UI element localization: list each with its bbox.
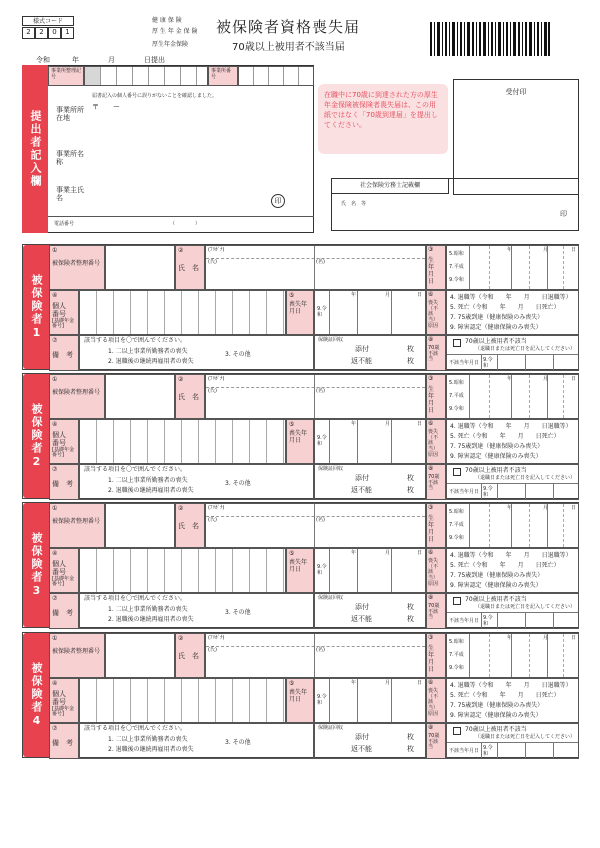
personal-no-input[interactable] <box>79 678 286 723</box>
over70-input[interactable]: 70歳以上被用者不該当 （退職日または死亡日を記入してください） 不該当年月日 9.令和 <box>446 593 579 629</box>
insured-section-4 <box>22 632 579 758</box>
loss-reason-label: ⑥ 喪失（不該当）原因 <box>426 419 446 464</box>
loss-date-label: ⑤ 喪失年月日 <box>286 419 314 464</box>
over70-input[interactable]: 70歳以上被用者不該当 （退職日または死亡日を記入してください） 不該当年月日 9.令和 <box>446 723 579 759</box>
loss-date-input[interactable]: 9.令和 年 月 日 <box>314 548 426 593</box>
loss-reason-options[interactable] <box>446 678 579 723</box>
loss-date-label: ⑤ 喪失年月日 <box>286 678 314 723</box>
reason-disability[interactable]: 9. 障害認定（健康保険のみ喪失） <box>450 453 542 460</box>
birth-input[interactable]: 5.昭和 7.平成 9.令和 年 月 日 <box>446 633 579 678</box>
birth-label: ③ 生年月日 <box>426 633 446 678</box>
reason-retire[interactable]: 4. 退職等（令和 年 月 日退職等） <box>450 552 572 559</box>
name-label: ② 氏 名 <box>175 374 205 419</box>
office-no-label: 事業所番号 <box>208 66 238 86</box>
card-return[interactable]: 保険証回収 添付 枚 返不能 枚 <box>314 723 426 759</box>
reason-75[interactable]: 7. 75歳到達（健康保険のみ喪失） <box>450 572 544 579</box>
insured-no-label: ① 被保険者整理番号 <box>49 503 105 548</box>
reason-death[interactable]: 5. 死亡（令和 年 月 日死亡） <box>450 304 560 311</box>
reason-75[interactable]: 7. 75歳到達（健康保険のみ喪失） <box>450 702 544 709</box>
seal-mark: 印 <box>271 194 285 208</box>
name-label: ② 氏 名 <box>175 245 205 290</box>
loss-date-label: ⑤ 喪失年月日 <box>286 290 314 335</box>
reason-disability[interactable]: 9. 障害認定（健康保険のみ喪失） <box>450 324 542 331</box>
office-code-input[interactable] <box>84 66 208 86</box>
remarks-input[interactable]: 該当する項目を〇で囲んでください。 1. 二以上事業所勤務者の喪失 2. 退職後の継続再雇用者の喪失 3. その他 <box>79 593 314 629</box>
agent-label: 社会保険労務士記載欄 <box>331 178 449 194</box>
date-era: 令和 <box>36 56 50 64</box>
insured-side-label: 被保険者4 <box>23 633 49 757</box>
over70-label: ⑧ 70歳不該当 <box>426 464 446 500</box>
loss-reason-label: ⑥ 喪失（不該当）原因 <box>426 548 446 593</box>
reason-75[interactable]: 7. 75歳到達（健康保険のみ喪失） <box>450 443 544 450</box>
over70-label: ⑧ 70歳不該当 <box>426 335 446 371</box>
insured-no-input[interactable] <box>105 245 175 290</box>
name-input[interactable]: (ﾌﾘｶﾞﾅ) (氏) (名) <box>205 503 426 548</box>
remarks-input[interactable]: 該当する項目を〇で囲んでください。 1. 二以上事業所勤務者の喪失 2. 退職後の継続再雇用者の喪失 3. その他 <box>79 335 314 371</box>
card-return[interactable]: 保険証回収 添付 枚 返不能 枚 <box>314 335 426 371</box>
receipt-label: 受付印 <box>505 88 527 96</box>
birth-input[interactable]: 5.昭和 7.平成 9.令和 年 月 日 <box>446 503 579 548</box>
over70-label: ⑧ 70歳不該当 <box>426 723 446 759</box>
form-code-digit: 0 <box>48 27 61 39</box>
personal-no-label: ④ 個人番号 [基礎年金番号] <box>49 419 79 464</box>
form-code-digit: 1 <box>61 27 74 39</box>
insured-no-input[interactable] <box>105 633 175 678</box>
insured-section-1 <box>22 244 579 370</box>
insured-section-3 <box>22 502 579 628</box>
barcode-icon <box>430 22 550 56</box>
address-label: 事業所所在地 <box>56 106 84 123</box>
insurance-line-3: 厚生年金保険 <box>152 41 189 48</box>
name-input[interactable]: (ﾌﾘｶﾞﾅ) (氏) (名) <box>205 374 426 419</box>
owner-name-label: 事業主氏名 <box>56 186 84 203</box>
card-return[interactable]: 保険証回収 添付 枚 返不能 枚 <box>314 593 426 629</box>
loss-date-input[interactable]: 9.令和 年 月 日 <box>314 419 426 464</box>
insured-no-input[interactable] <box>105 503 175 548</box>
insurance-line-2: 厚 生 年 金 保 険 <box>152 28 198 35</box>
office-code-label: 事業所整理記号 <box>48 66 84 86</box>
date-month: 月 <box>108 56 115 64</box>
reason-disability[interactable]: 9. 障害認定（健康保険のみ喪失） <box>450 712 542 719</box>
submitter-side-label: 提出者記入欄 <box>22 65 48 233</box>
phone-divider <box>48 216 314 217</box>
insured-no-label: ① 被保険者整理番号 <box>49 374 105 419</box>
loss-reason-options[interactable] <box>446 290 579 335</box>
office-code-shade <box>85 67 100 85</box>
over70-label: ⑧ 70歳不該当 <box>426 593 446 629</box>
over70-input[interactable]: 70歳以上被用者不該当 （退職日または死亡日を記入してください） 不該当年月日 9.令和 <box>446 464 579 500</box>
form-code <box>22 27 74 39</box>
confirm-text: 届書記入の個人番号に誤りがないことを確認しました。 <box>92 93 218 99</box>
personal-no-input[interactable] <box>79 548 286 593</box>
insured-side-label: 被保険者3 <box>23 503 49 627</box>
birth-label: ③ 生年月日 <box>426 245 446 290</box>
remarks-label: ⑦ 備 考 <box>49 464 79 500</box>
phone-paren: （ ） <box>170 221 201 227</box>
remarks-label: ⑦ 備 考 <box>49 593 79 629</box>
over70-checkbox[interactable] <box>453 468 461 476</box>
date-year: 年 <box>72 56 79 64</box>
personal-no-label: ④ 個人番号 [基礎年金番号] <box>49 290 79 335</box>
insured-no-input[interactable] <box>105 374 175 419</box>
form-code-digit: 2 <box>22 27 35 39</box>
postal-mark: 〒 ー <box>92 103 120 111</box>
submitter-section <box>22 65 314 233</box>
birth-input[interactable]: 5.昭和 7.平成 9.令和 年 月 日 <box>446 374 579 419</box>
form-code-label: 様式コード <box>32 18 63 25</box>
personal-no-label: ④ 個人番号 [基礎年金番号] <box>49 678 79 723</box>
personal-no-input[interactable] <box>79 290 286 335</box>
form-subtitle: 70歳以上被用者不該当届 <box>232 42 345 53</box>
reason-retire[interactable]: 4. 退職等（令和 年 月 日退職等） <box>450 423 572 430</box>
personal-no-label: ④ 個人番号 [基礎年金番号] <box>49 548 79 593</box>
remarks-label: ⑦ 備 考 <box>49 723 79 759</box>
insured-side-label: 被保険者2 <box>23 374 49 498</box>
remarks-input[interactable]: 該当する項目を〇で囲んでください。 1. 二以上事業所勤務者の喪失 2. 退職後の継続再雇用者の喪失 3. その他 <box>79 464 314 500</box>
insured-side-label: 被保険者1 <box>23 245 49 369</box>
reason-death[interactable]: 5. 死亡（令和 年 月 日死亡） <box>450 433 560 440</box>
name-label: ② 氏 名 <box>175 503 205 548</box>
office-no-input[interactable] <box>238 66 314 86</box>
insured-no-label: ① 被保険者整理番号 <box>49 245 105 290</box>
over70-checkbox[interactable] <box>453 727 461 735</box>
personal-no-input[interactable] <box>79 419 286 464</box>
name-input[interactable]: (ﾌﾘｶﾞﾅ) (氏) (名) <box>205 633 426 678</box>
birth-label: ③ 生年月日 <box>426 503 446 548</box>
form-title: 被保険者資格喪失届 <box>216 18 361 36</box>
agent-seal: 印 <box>560 210 567 218</box>
over70-checkbox[interactable] <box>453 597 461 605</box>
over70-input[interactable]: 70歳以上被用者不該当 （退職日または死亡日を記入してください） 不該当年月日 9.令和 <box>446 335 579 371</box>
reason-death[interactable]: 5. 死亡（令和 年 月 日死亡） <box>450 562 560 569</box>
birth-label: ③ 生年月日 <box>426 374 446 419</box>
loss-reason-label: ⑥ 喪失（不該当）原因 <box>426 290 446 335</box>
remarks-input[interactable]: 該当する項目を〇で囲んでください。 1. 二以上事業所勤務者の喪失 2. 退職後の継続再雇用者の喪失 3. その他 <box>79 723 314 759</box>
over70-checkbox[interactable] <box>453 339 461 347</box>
reason-75[interactable]: 7. 75歳到達（健康保険のみ喪失） <box>450 314 544 321</box>
remarks-label: ⑦ 備 考 <box>49 335 79 371</box>
card-return[interactable]: 保険証回収 添付 枚 返不能 枚 <box>314 464 426 500</box>
name-label: ② 氏 名 <box>175 633 205 678</box>
loss-date-label: ⑤ 喪失年月日 <box>286 548 314 593</box>
notice-box: 在職中に70歳に到達された方の厚生年金保険被保険者喪失届は、この用紙ではなく「70歳到達届」を提出してください。 <box>318 84 448 154</box>
reason-death[interactable]: 5. 死亡（令和 年 月 日死亡） <box>450 692 560 699</box>
name-input[interactable]: (ﾌﾘｶﾞﾅ) (氏) (名) <box>205 245 426 290</box>
reason-retire[interactable]: 4. 退職等（令和 年 月 日退職等） <box>450 682 572 689</box>
date-day: 日提出 <box>144 56 165 64</box>
phone-label: 電話番号 <box>54 221 75 227</box>
birth-input[interactable]: 5.昭和 7.平成 9.令和 年 月 日 <box>446 245 579 290</box>
reason-retire[interactable]: 4. 退職等（令和 年 月 日退職等） <box>450 294 572 301</box>
agent-name-label: 氏 名 等 <box>341 201 367 207</box>
form-code-digit: 2 <box>35 27 48 39</box>
loss-reason-label: ⑥ 喪失（不該当）原因 <box>426 678 446 723</box>
reason-disability[interactable]: 9. 障害認定（健康保険のみ喪失） <box>450 582 542 589</box>
insurance-line-1: 健 康 保 険 <box>152 17 182 24</box>
form-code-label-box <box>22 16 74 26</box>
loss-date-input[interactable]: 9.令和 年 月 日 <box>314 290 426 335</box>
insured-section-2 <box>22 373 579 499</box>
loss-reason-options[interactable] <box>446 548 579 593</box>
loss-date-input[interactable]: 9.令和 年 月 日 <box>314 678 426 723</box>
office-name-label: 事業所名称 <box>56 150 84 167</box>
loss-reason-options[interactable] <box>446 419 579 464</box>
insured-no-label: ① 被保険者整理番号 <box>49 633 105 678</box>
